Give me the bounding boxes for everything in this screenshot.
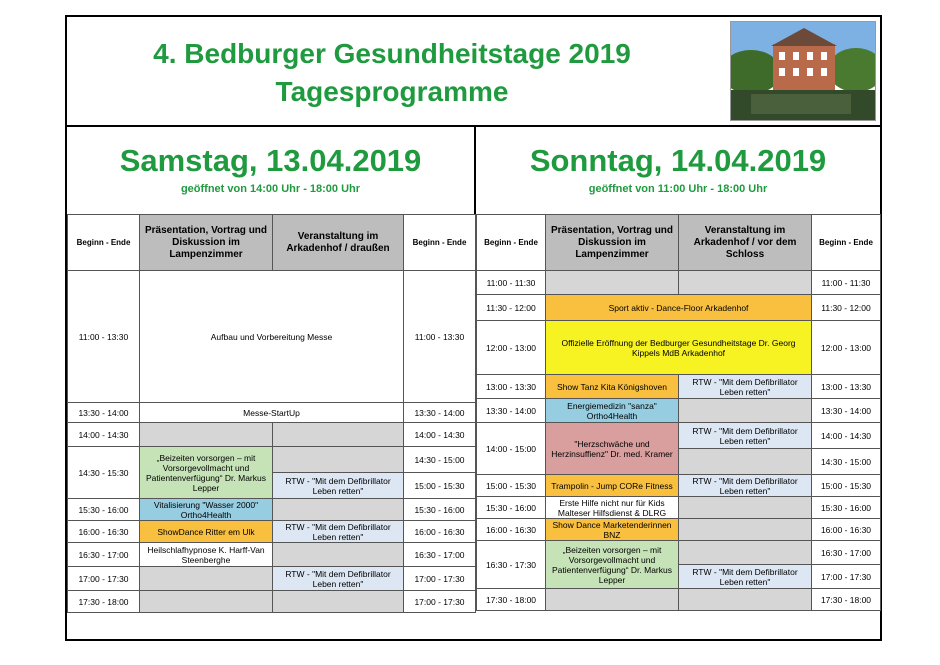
time-cell: 15:30 - 16:00 xyxy=(68,499,140,521)
time-cell: 11:00 - 13:30 xyxy=(404,271,476,403)
program-cell: Show Tanz Kita Königshoven xyxy=(546,375,679,399)
time-cell: 17:00 - 17:30 xyxy=(812,565,881,589)
program-cell: Erste Hilfe nicht nur für Kids Malteser Hilfsdienst & DLRG xyxy=(546,497,679,519)
program-cell: ShowDance Ritter em Ulk xyxy=(140,521,273,543)
time-cell: 12:00 - 13:00 xyxy=(477,321,546,375)
saturday-table xyxy=(67,214,476,613)
program-cell: RTW - "Mit dem Defibrillator Leben retten" xyxy=(273,567,404,591)
sunday-table xyxy=(476,214,881,611)
col-presentation: Präsentation, Vortrag und Diskussion im Lampenzimmer xyxy=(140,215,273,271)
time-cell: 14:00 - 14:30 xyxy=(68,423,140,447)
time-cell: 15:30 - 16:00 xyxy=(812,497,881,519)
time-cell: 14:00 - 14:30 xyxy=(404,423,476,447)
program-cell: "Herzschwäche und Herzinsuffienz" Dr. med. Kramer xyxy=(546,423,679,475)
program-cell: Heilschlafhypnose K. Harff-Van Steenberghe xyxy=(140,543,273,567)
time-cell: 13:00 - 13:30 xyxy=(812,375,881,399)
empty-cell xyxy=(546,271,679,295)
sunday-hours: geöffnet von 11:00 Uhr - 18:00 Uhr xyxy=(588,183,768,195)
program-cell: Vitalisierung "Wasser 2000" Ortho4Health xyxy=(140,499,273,521)
time-cell: 12:00 - 13:00 xyxy=(812,321,881,375)
sunday-title: Sonntag, 14.04.2019 xyxy=(529,143,827,178)
time-cell: 16:00 - 16:30 xyxy=(68,521,140,543)
title-line-1: 4. Bedburger Gesundheitstage 2019 xyxy=(153,38,631,69)
time-cell: 13:30 - 14:00 xyxy=(404,403,476,423)
time-cell: 11:30 - 12:00 xyxy=(812,295,881,321)
time-cell: 17:00 - 17:30 xyxy=(404,591,476,613)
empty-cell xyxy=(140,567,273,591)
saturday-header xyxy=(67,125,476,215)
time-cell: 16:00 - 16:30 xyxy=(477,519,546,541)
time-cell: 11:00 - 11:30 xyxy=(812,271,881,295)
time-cell: 11:00 - 13:30 xyxy=(68,271,140,403)
time-cell: 17:30 - 18:00 xyxy=(477,589,546,611)
empty-cell xyxy=(679,271,812,295)
empty-cell xyxy=(140,423,273,447)
empty-cell xyxy=(679,519,812,541)
program-cell: Messe-StartUp xyxy=(140,403,404,423)
program-cell: Offizielle Eröffnung der Bedburger Gesundheitstage Dr. Georg Kippels MdB Arkadenhof xyxy=(546,321,812,375)
time-cell: 17:30 - 18:00 xyxy=(812,589,881,611)
program-cell: RTW - "Mit dem Defibrillator Leben retten" xyxy=(679,475,812,497)
empty-cell xyxy=(679,589,812,611)
col-presentation: Präsentation, Vortrag und Diskussion im Lampenzimmer xyxy=(546,215,679,271)
time-cell: 14:30 - 15:00 xyxy=(404,447,476,473)
empty-cell xyxy=(546,589,679,611)
col-event: Veranstaltung im Arkadenhof / draußen xyxy=(273,215,404,271)
program-cell: RTW - "Mit dem Defibrillator Leben retten" xyxy=(273,521,404,543)
time-cell: 15:30 - 16:00 xyxy=(477,497,546,519)
time-cell: 11:30 - 12:00 xyxy=(477,295,546,321)
time-cell: 17:00 - 17:30 xyxy=(68,567,140,591)
time-cell: 13:30 - 14:00 xyxy=(68,403,140,423)
saturday-title: Samstag, 13.04.2019 xyxy=(119,143,422,178)
empty-cell xyxy=(273,543,404,567)
program-cell: „Beizeiten vorsorgen – mit Vorsorgevollmacht und Patientenverfügung“ Dr. Markus Lepper xyxy=(546,541,679,589)
time-cell: 15:30 - 16:00 xyxy=(404,499,476,521)
time-cell: 11:00 - 11:30 xyxy=(477,271,546,295)
header xyxy=(67,17,880,127)
empty-cell xyxy=(679,497,812,519)
col-event: Veranstaltung im Arkadenhof / vor dem Schloss xyxy=(679,215,812,271)
empty-cell xyxy=(679,399,812,423)
time-cell: 14:30 - 15:30 xyxy=(68,447,140,499)
time-cell: 17:30 - 18:00 xyxy=(68,591,140,613)
time-cell: 16:30 - 17:30 xyxy=(477,541,546,589)
time-cell: 16:30 - 17:00 xyxy=(812,541,881,565)
time-cell: 14:30 - 15:00 xyxy=(812,449,881,475)
time-cell: 15:00 - 15:30 xyxy=(812,475,881,497)
col-begin-end: Beginn - Ende xyxy=(68,215,140,271)
program-cell: Energiemedizin "sanza" Ortho4Health xyxy=(546,399,679,423)
time-cell: 15:00 - 15:30 xyxy=(404,473,476,499)
time-cell: 16:30 - 17:00 xyxy=(68,543,140,567)
time-cell: 14:00 - 15:00 xyxy=(477,423,546,475)
day-headers xyxy=(67,125,880,216)
title-line-2: Tagesprogramme xyxy=(275,76,509,107)
time-cell: 16:30 - 17:00 xyxy=(404,543,476,567)
program-cell: RTW - "Mit dem Defibrillator Leben retten" xyxy=(679,565,812,589)
col-begin-end: Beginn - Ende xyxy=(477,215,546,271)
empty-cell xyxy=(273,447,404,473)
empty-cell xyxy=(273,499,404,521)
time-cell: 16:00 - 16:30 xyxy=(404,521,476,543)
castle-photo xyxy=(730,21,876,121)
empty-cell xyxy=(273,591,404,613)
program-cell: RTW - "Mit dem Defibrillator Leben retten" xyxy=(273,473,404,499)
time-cell: 13:30 - 14:00 xyxy=(812,399,881,423)
time-cell: 13:30 - 14:00 xyxy=(477,399,546,423)
program-cell: RTW - "Mit dem Defibrillator Leben retten" xyxy=(679,375,812,399)
program-cell: Trampolin - Jump CORe Fitness xyxy=(546,475,679,497)
time-cell: 13:00 - 13:30 xyxy=(477,375,546,399)
time-cell: 14:00 - 14:30 xyxy=(812,423,881,449)
empty-cell xyxy=(140,591,273,613)
page-title xyxy=(67,35,717,111)
program-sheet xyxy=(65,15,882,641)
time-cell: 15:00 - 15:30 xyxy=(477,475,546,497)
program-cell: „Beizeiten vorsorgen – mit Vorsorgevollmacht und Patientenverfügung“ Dr. Markus Lepper xyxy=(140,447,273,499)
col-begin-end: Beginn - Ende xyxy=(812,215,881,271)
time-cell: 17:00 - 17:30 xyxy=(404,567,476,591)
program-cell: RTW - "Mit dem Defibrillator Leben retten" xyxy=(679,423,812,449)
empty-cell xyxy=(679,541,812,565)
program-cell: Aufbau und Vorbereitung Messe xyxy=(140,271,404,403)
program-cell: Sport aktiv - Dance-Floor Arkadenhof xyxy=(546,295,812,321)
sunday-header xyxy=(476,125,880,215)
saturday-hours: geöffnet von 14:00 Uhr - 18:00 Uhr xyxy=(180,183,361,195)
empty-cell xyxy=(273,423,404,447)
col-begin-end: Beginn - Ende xyxy=(404,215,476,271)
program-cell: Show Dance Marketenderinnen BNZ xyxy=(546,519,679,541)
empty-cell xyxy=(679,449,812,475)
time-cell: 16:00 - 16:30 xyxy=(812,519,881,541)
